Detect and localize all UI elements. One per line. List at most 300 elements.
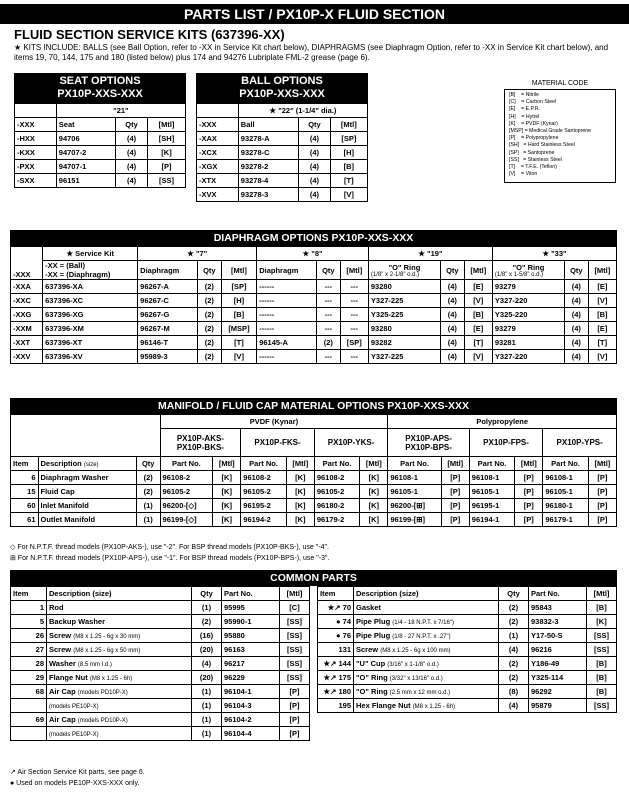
manifold-cell: 96108-1: [388, 471, 441, 485]
common-part-no: 95879: [529, 699, 587, 713]
common-col-header: Description (size): [47, 587, 192, 601]
common-part-no: 95880: [222, 629, 280, 643]
page-title: PARTS LIST / PX10P-X FLUID SECTION: [0, 4, 629, 24]
dia-cell: (4): [441, 280, 465, 294]
common-part-no: 96104-1: [222, 685, 280, 699]
manifold-col-header: Part No.: [314, 457, 359, 471]
dia-cell: (4): [565, 322, 589, 336]
common-desc-text: Rod: [49, 603, 64, 612]
dia-cell: (4): [441, 350, 465, 364]
ball-cell: -XVX: [197, 188, 239, 202]
dia-cell: (4): [565, 308, 589, 322]
manifold-options-table: [10, 414, 617, 527]
dia-cell: ---: [317, 350, 341, 364]
table-row: [11, 499, 617, 513]
common-description: [354, 615, 499, 629]
manifold-note-2: ⊞ For N.P.T.F. thread models (PX10P-APS-), use "-1". For BSP thread models (PX10P-BPS-), use "-3".: [10, 555, 330, 562]
dia-cell: 96267-M: [138, 322, 198, 336]
manifold-model-header: PX10P-FKS-: [241, 429, 315, 457]
table-row: [11, 685, 310, 699]
dia-col-header: [Mtl]: [221, 261, 257, 280]
manifold-cell: 96199-[⊞]: [388, 513, 441, 527]
dia-cell: Y327-220: [492, 350, 564, 364]
common-desc-size: (M8 x 1.25 - 6h): [89, 676, 133, 682]
ball-cell: (4): [299, 188, 330, 202]
common-col-header: Qty: [192, 587, 222, 601]
dia-cell: [E]: [464, 322, 492, 336]
dia-cell: [SP]: [340, 336, 368, 350]
table-row: [318, 615, 617, 629]
manifold-cell: [P]: [441, 485, 469, 499]
common-mtl: [B]: [587, 657, 617, 671]
table-row: [318, 685, 617, 699]
seat-cell: 94707-1: [56, 160, 115, 174]
manifold-cell: 15: [11, 485, 39, 499]
common-note-2: ● Used on models PE10P-XXS-XXX only.: [10, 780, 140, 787]
manifold-cell: [P]: [515, 485, 543, 499]
manifold-col-header: [Mtl]: [213, 457, 241, 471]
seat-options-header: [14, 73, 186, 103]
manifold-cell: Fluid Cap: [38, 485, 136, 499]
manifold-cell: [P]: [515, 513, 543, 527]
table-row: [197, 146, 368, 160]
common-item: ★↗ 70: [318, 601, 354, 615]
dia-cell: ------: [257, 294, 317, 308]
dia-cell: -XXC: [11, 294, 43, 308]
common-description: [354, 671, 499, 685]
common-qty: (1): [192, 727, 222, 741]
seat-col-header: Seat: [56, 118, 115, 132]
manifold-cell: [K]: [286, 485, 314, 499]
manifold-cell: [P]: [588, 471, 616, 485]
common-mtl: [SS]: [280, 629, 310, 643]
dia-cell: ---: [317, 280, 341, 294]
dia-cell: Y327-225: [368, 350, 440, 364]
common-desc-size: (3/16" x 1-1/8" o.d.): [387, 662, 439, 668]
ball-options-model: PX10P-XXS-XXX: [239, 88, 325, 100]
dia-oring-header: [492, 261, 564, 280]
dia-cell: ---: [317, 308, 341, 322]
common-mtl: [SS]: [587, 629, 617, 643]
manifold-col-header: [Mtl]: [515, 457, 543, 471]
table-row: [318, 601, 617, 615]
table-row: [15, 174, 186, 188]
dia-cell: 96267-G: [138, 308, 198, 322]
common-description: [47, 601, 192, 615]
manifold-cell: [K]: [213, 471, 241, 485]
table-row: [11, 671, 310, 685]
table-row: [11, 643, 310, 657]
dia-cell: [T]: [221, 336, 257, 350]
seat-cell: [P]: [148, 160, 186, 174]
seat-cell: 94706: [56, 132, 115, 146]
material-code-row: [SP] = Santoprene: [509, 149, 555, 156]
common-desc-size: (3/32" x 13/16" o.d.): [389, 676, 443, 682]
table-row: [11, 699, 310, 713]
table-row: [318, 657, 617, 671]
common-qty: (1): [192, 713, 222, 727]
manifold-cell: 96108-2: [160, 471, 213, 485]
common-description: [354, 601, 499, 615]
dia-cell: ---: [317, 294, 341, 308]
common-item: [11, 727, 47, 741]
common-desc-text: Gasket: [356, 603, 382, 612]
dia-col-header: Qty: [565, 261, 589, 280]
dia-cell: -XXV: [11, 350, 43, 364]
common-parts-left: [10, 586, 310, 741]
dia-cell: 637396-XV: [43, 350, 138, 364]
dia-cell: 96145-A: [257, 336, 317, 350]
dia-cell: 93280: [368, 280, 440, 294]
dia-group-header: ★ "7": [138, 247, 257, 261]
dia-col-header: Diaphragm: [257, 261, 317, 280]
common-parts-title: COMMON PARTS: [10, 570, 617, 586]
seat-cell: [K]: [148, 146, 186, 160]
dia-cell: [H]: [221, 294, 257, 308]
dia-oring-label: "O" Ring: [512, 262, 545, 272]
dia-cell: 93279: [492, 322, 564, 336]
manifold-col-header: Item: [11, 457, 39, 471]
manifold-cell: [P]: [515, 471, 543, 485]
dia-cell: (4): [441, 308, 465, 322]
manifold-cell: [K]: [286, 513, 314, 527]
common-item: 195: [318, 699, 354, 713]
common-description: [47, 629, 192, 643]
common-col-header: Part No.: [529, 587, 587, 601]
manifold-cell: [K]: [286, 499, 314, 513]
manifold-col-header: [Mtl]: [441, 457, 469, 471]
common-part-no: 96216: [529, 643, 587, 657]
manifold-cell: (1): [136, 513, 160, 527]
dia-cell: (2): [197, 322, 221, 336]
dia-cell: ---: [340, 294, 368, 308]
manifold-cell: [K]: [360, 485, 388, 499]
common-item: ★↗ 180: [318, 685, 354, 699]
dia-cell: 93280: [368, 322, 440, 336]
common-qty: (20): [192, 671, 222, 685]
common-mtl: [P]: [280, 727, 310, 741]
manifold-cell: (2): [136, 471, 160, 485]
dia-cell: [V]: [588, 294, 616, 308]
dia-oring-header: [368, 261, 440, 280]
common-col-header: Part No.: [222, 587, 280, 601]
ball-col-header: [Mtl]: [330, 118, 367, 132]
manifold-cell: [K]: [360, 471, 388, 485]
ball-cell: 93278-C: [238, 146, 299, 160]
dia-cell: 637396-XM: [43, 322, 138, 336]
manifold-options-title: MANIFOLD / FLUID CAP MATERIAL OPTIONS PX10P-XXS-XXX: [10, 398, 617, 414]
manifold-cell: [K]: [286, 471, 314, 485]
ball-item: ★ "22" (1-1/4" dia.): [238, 104, 367, 118]
table-row: [318, 671, 617, 685]
ball-cell: (4): [299, 146, 330, 160]
common-part-no: 96163: [222, 643, 280, 657]
manifold-cell: [P]: [441, 513, 469, 527]
manifold-col-header: [Mtl]: [360, 457, 388, 471]
dia-col-header: Qty: [441, 261, 465, 280]
seat-cell: (4): [116, 160, 148, 174]
common-desc-size: (1/4 - 18 N.P.T. x 7/16"): [392, 620, 454, 626]
common-parts-right: [317, 586, 617, 713]
common-mtl: [P]: [280, 713, 310, 727]
common-qty: (1): [192, 699, 222, 713]
common-desc-size: (2.5 mm x 12 mm o.d.): [389, 690, 451, 696]
common-mtl: [P]: [280, 699, 310, 713]
dia-cell: -XXG: [11, 308, 43, 322]
common-part-no: 93832-3: [529, 615, 587, 629]
common-description: [354, 657, 499, 671]
common-qty: (2): [499, 601, 529, 615]
dia-cell: -XXA: [11, 280, 43, 294]
common-item: 68: [11, 685, 47, 699]
common-part-no: 95995: [222, 601, 280, 615]
common-desc-text: Screw: [49, 631, 72, 640]
common-qty: (1): [192, 601, 222, 615]
dia-cell: [SP]: [221, 280, 257, 294]
manifold-cell: [P]: [588, 499, 616, 513]
manifold-cell: 96180-1: [543, 499, 588, 513]
dia-cell: [B]: [464, 308, 492, 322]
dia-cell: [V]: [588, 350, 616, 364]
ball-cell: 93278-A: [238, 132, 299, 146]
ball-cell: (4): [299, 160, 330, 174]
common-item: 28: [11, 657, 47, 671]
manifold-cell: 96105-1: [388, 485, 441, 499]
dia-group-header: ★ Service Kit: [43, 247, 138, 261]
dia-cell: [T]: [588, 336, 616, 350]
dia-col-header: [Mtl]: [588, 261, 616, 280]
material-code-title: MATERIAL CODE: [531, 80, 589, 87]
seat-cell: [SS]: [148, 174, 186, 188]
table-row: [11, 727, 310, 741]
dia-cell: 96267-A: [138, 280, 198, 294]
manifold-cell: 96200-[⊞]: [388, 499, 441, 513]
dia-cell: (4): [441, 294, 465, 308]
ball-col-header: Ball: [238, 118, 299, 132]
manifold-cell: Inlet Manifold: [38, 499, 136, 513]
dia-cell: [V]: [464, 350, 492, 364]
table-row: [11, 280, 617, 294]
kit-description: ★ KITS INCLUDE: BALLS (see Ball Option, refer to -XX in Service Kit chart below), DIAPHRAGMS (see Diaphragm Option, refer to -XX in Service Kit chart below), and items 19, 70, 144, 175 and 180 (listed below) plus 174 and 94276 Lubriplate FML-2 grease (page 6).: [14, 43, 609, 62]
manifold-model-header: PX10P-FPS-: [469, 429, 543, 457]
common-part-no: 96104-3: [222, 699, 280, 713]
dia-col-xxx: -XXX: [11, 247, 43, 280]
common-desc-size: (8.5 mm I.d.): [77, 662, 112, 668]
dia-cell: [V]: [221, 350, 257, 364]
manifold-cell: 96199-[◇]: [160, 513, 213, 527]
manifold-pvdf-header: PVDF (Kynar): [160, 415, 388, 429]
dia-cell: 96267-C: [138, 294, 198, 308]
manifold-cell: [K]: [213, 499, 241, 513]
common-item: ● 74: [318, 615, 354, 629]
common-description: [354, 643, 499, 657]
common-mtl: [B]: [587, 601, 617, 615]
dia-oring-label: "O" Ring: [388, 262, 421, 272]
manifold-cell: 96105-1: [469, 485, 514, 499]
manifold-model-header: PX10P-YKS-: [314, 429, 388, 457]
common-item: 69: [11, 713, 47, 727]
common-part-no: 96292: [529, 685, 587, 699]
material-code-row: [K] = PVDF (Kynar): [509, 120, 558, 127]
table-row: [11, 513, 617, 527]
manifold-cell: 6: [11, 471, 39, 485]
dia-cell: 93279: [492, 280, 564, 294]
dia-kit-ball: -XX = (Ball): [45, 261, 85, 270]
manifold-cell: [P]: [441, 471, 469, 485]
table-row: [197, 188, 368, 202]
material-code-row: [P] = Polypropylene: [509, 135, 559, 142]
manifold-col-header: Part No.: [469, 457, 514, 471]
manifold-col-header: [Mtl]: [286, 457, 314, 471]
manifold-col-header: Part No.: [543, 457, 588, 471]
dia-cell: 637396-XG: [43, 308, 138, 322]
manifold-cell: 96194-1: [469, 513, 514, 527]
manifold-cell: 61: [11, 513, 39, 527]
common-qty: (4): [192, 657, 222, 671]
ball-cell: (4): [299, 132, 330, 146]
common-desc-size: (M8 x 1.25 - 6g x 50 mm): [73, 648, 141, 654]
ball-cell: -XCX: [197, 146, 239, 160]
common-description: [47, 671, 192, 685]
dia-cell: [E]: [588, 322, 616, 336]
manifold-size-label: (size): [83, 462, 99, 468]
common-mtl: [B]: [587, 671, 617, 685]
ball-cell: -XAX: [197, 132, 239, 146]
ball-options-table: [196, 73, 368, 202]
ball-cell: -XTX: [197, 174, 239, 188]
manifold-col-header: Description (size): [38, 457, 136, 471]
ball-cell: [SP]: [330, 132, 367, 146]
dia-cell: 93282: [368, 336, 440, 350]
common-mtl: [K]: [587, 615, 617, 629]
seat-cell: (4): [116, 174, 148, 188]
dia-cell: 96146-T: [138, 336, 198, 350]
dia-group-header: ★ "19": [368, 247, 492, 261]
manifold-col-header: [Mtl]: [588, 457, 616, 471]
table-row: [318, 629, 617, 643]
manifold-cell: Diaphragm Washer: [38, 471, 136, 485]
dia-col-header: [Mtl]: [464, 261, 492, 280]
table-row: [197, 160, 368, 174]
common-qty: (20): [192, 643, 222, 657]
ball-cell: (4): [299, 174, 330, 188]
seat-options-title: SEAT OPTIONS: [59, 75, 141, 87]
common-desc-size: (models PE10P-X): [49, 704, 99, 710]
dia-cell: 93281: [492, 336, 564, 350]
manifold-cell: 96108-2: [241, 471, 286, 485]
common-part-no: 95990-1: [222, 615, 280, 629]
common-item: 5: [11, 615, 47, 629]
ball-options-title: BALL OPTIONS: [241, 75, 323, 87]
seat-cell: -HXX: [15, 132, 57, 146]
common-mtl: [SS]: [280, 615, 310, 629]
dia-cell: ------: [257, 308, 317, 322]
common-col-header: Item: [318, 587, 354, 601]
common-desc-text: Pipe Plug: [356, 617, 391, 626]
table-row: [197, 132, 368, 146]
ball-cell: [H]: [330, 146, 367, 160]
table-row: [197, 174, 368, 188]
common-col-header: Qty: [499, 587, 529, 601]
material-code-row: [C] = Carbon Steel: [509, 99, 557, 106]
dia-cell: ---: [340, 280, 368, 294]
ball-cell: [V]: [330, 188, 367, 202]
seat-col-header: [Mtl]: [148, 118, 186, 132]
manifold-cell: 96105-2: [314, 485, 359, 499]
manifold-cell: [P]: [588, 513, 616, 527]
common-desc-text: Hex Flange Nut: [356, 701, 411, 710]
seat-col-header: Qty: [116, 118, 148, 132]
kit-title: FLUID SECTION SERVICE KITS (637396-XX): [14, 27, 285, 42]
common-mtl: [SS]: [280, 671, 310, 685]
ball-cell: [T]: [330, 174, 367, 188]
common-desc-size: (M8 x 1.25 - 6g x 100 mm): [380, 648, 451, 654]
dia-cell: 637396-XA: [43, 280, 138, 294]
seat-options-model: PX10P-XXS-XXX: [57, 88, 143, 100]
material-code-legend: [504, 80, 616, 184]
manifold-cell: 60: [11, 499, 39, 513]
manifold-cell: (1): [136, 499, 160, 513]
dia-cell: ------: [257, 350, 317, 364]
manifold-cell: [K]: [360, 499, 388, 513]
material-code-row: [E] = E.P.R.: [509, 106, 540, 113]
dia-cell: 637396-XC: [43, 294, 138, 308]
common-mtl: [B]: [587, 685, 617, 699]
common-qty: (2): [499, 671, 529, 685]
common-part-no: Y186-49: [529, 657, 587, 671]
table-row: [11, 657, 310, 671]
table-row: [11, 350, 617, 364]
seat-cell: (4): [116, 146, 148, 160]
diaphragm-options-table: [10, 246, 617, 364]
dia-cell: (4): [565, 294, 589, 308]
common-description: [354, 629, 499, 643]
ball-cell: 93278-4: [238, 174, 299, 188]
material-code-row: [H] = Hytrel: [509, 113, 540, 120]
table-row: [11, 713, 310, 727]
dia-cell: ---: [340, 350, 368, 364]
seat-cell: [SH]: [148, 132, 186, 146]
dia-cell: Y327-225: [368, 294, 440, 308]
seat-item: "21": [56, 104, 185, 118]
dia-cell: [T]: [464, 336, 492, 350]
common-qty: (1): [192, 685, 222, 699]
dia-group-header: ★ "33": [492, 247, 616, 261]
manifold-cell: [K]: [360, 513, 388, 527]
common-col-header: Description (size): [354, 587, 499, 601]
common-description: [47, 643, 192, 657]
manifold-cell: 96195-1: [469, 499, 514, 513]
table-row: [11, 471, 617, 485]
dia-kit-diaphragm: -XX = (Diaphragm): [45, 270, 111, 279]
table-row: [318, 699, 617, 713]
common-qty: (4): [499, 699, 529, 713]
dia-cell: Y325-220: [492, 308, 564, 322]
common-item: ● 76: [318, 629, 354, 643]
common-qty: (2): [499, 615, 529, 629]
manifold-cell: 96179-1: [543, 513, 588, 527]
seat-cell: (4): [116, 132, 148, 146]
manifold-cell: 96105-2: [241, 485, 286, 499]
common-item: [11, 699, 47, 713]
common-col-header: [Mtl]: [587, 587, 617, 601]
common-mtl: [SS]: [587, 643, 617, 657]
dia-cell: (4): [565, 350, 589, 364]
ball-cell: 93278-3: [238, 188, 299, 202]
manifold-cell: Outlet Manifold: [38, 513, 136, 527]
common-description: [47, 615, 192, 629]
manifold-cell: [P]: [588, 485, 616, 499]
